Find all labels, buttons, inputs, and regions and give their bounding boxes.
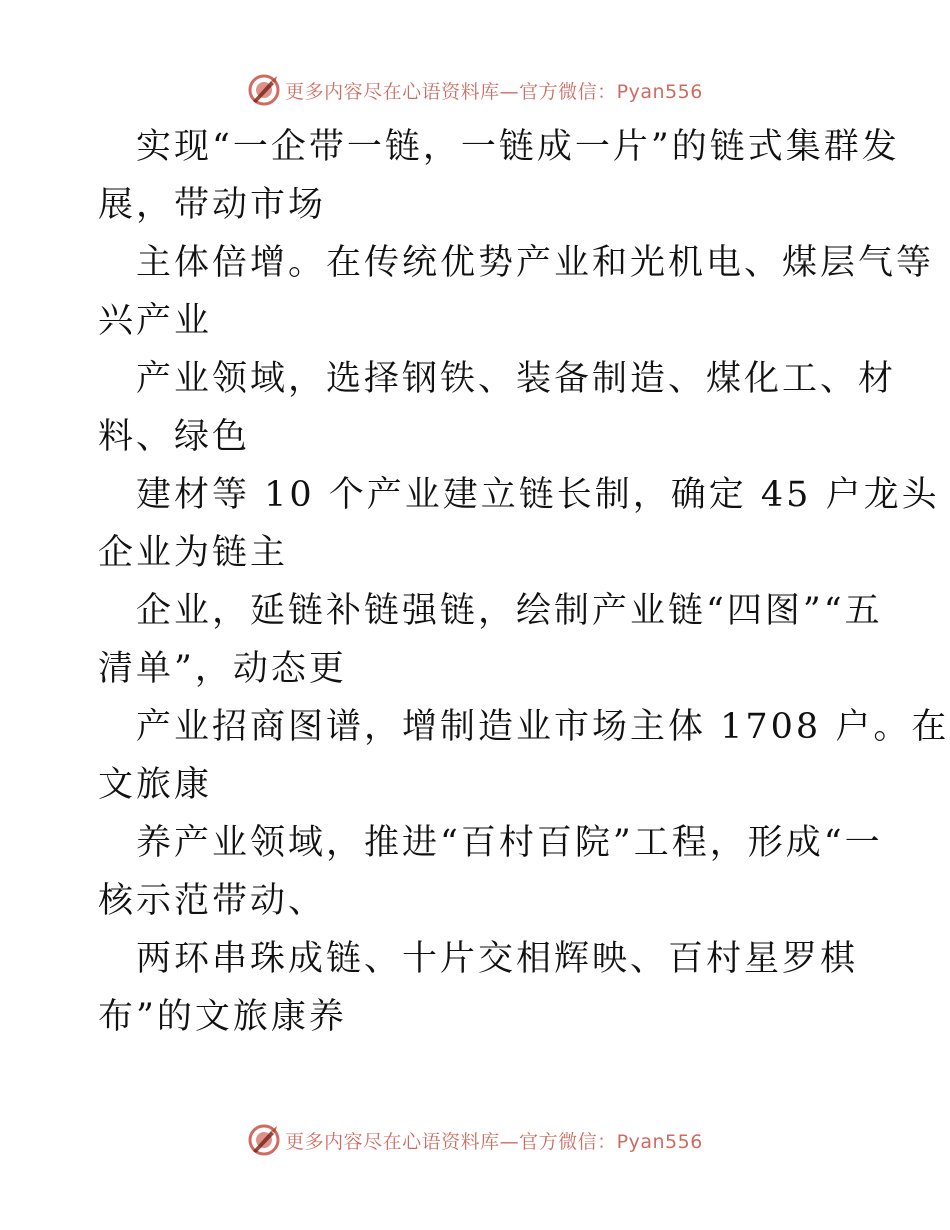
text-line: 实现“一企带一链，一链成一片”的链式集群发 (136, 127, 900, 167)
document-body (98, 118, 950, 1046)
header-banner-text: 更多内容尽在心语资料库—官方微信：Pyan556 (285, 80, 703, 103)
text-line: 料、绿色 (98, 417, 251, 457)
text-line: 产业招商图谱，增制造业市场主体 1708 户。在 (136, 707, 950, 747)
text-line: 布”的文旅康养 (98, 997, 347, 1037)
quill-seal-icon (247, 73, 281, 107)
text-line: 产业领域，选择钢铁、装备制造、煤化工、材 (136, 359, 897, 399)
text-line: 企业为链主 (98, 533, 289, 573)
text-line: 养产业领域，推进“百村百院”工程，形成“一 (136, 823, 883, 863)
text-line: 两环串珠成链、十片交相辉映、百村星罗棋 (136, 939, 859, 979)
footer-banner (0, 1120, 950, 1160)
footer-banner-text: 更多内容尽在心语资料库—官方微信：Pyan556 (285, 1130, 703, 1153)
text-line: 展，带动市场 (98, 185, 327, 225)
quill-seal-icon (247, 1123, 281, 1157)
text-line: 核示范带动、 (98, 881, 327, 921)
text-line: 建材等 10 个产业建立链长制，确定 45 户龙头 (136, 475, 940, 515)
text-line: 兴产业 (98, 301, 213, 341)
header-banner (0, 70, 950, 110)
text-line: 清单”，动态更 (98, 649, 347, 689)
text-line: 主体倍增。在传统优势产业和光机电、煤层气等 (136, 243, 935, 283)
text-line: 企业，延链补链强链，绘制产业链“四图”“五 (136, 591, 883, 631)
text-line: 文旅康 (98, 765, 213, 805)
